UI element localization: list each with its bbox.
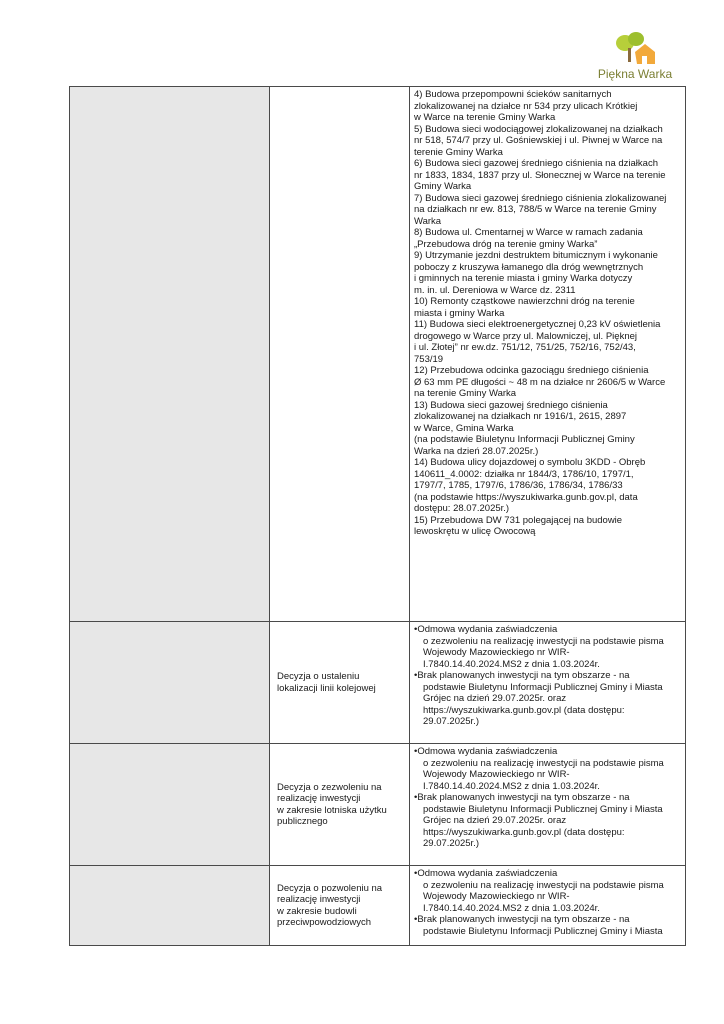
- bullet-icon: •: [414, 914, 418, 925]
- text-line: 6) Budowa sieci gazowej średniego ciśnienia na działkach: [414, 158, 658, 169]
- bullet-continuation: [414, 781, 682, 793]
- table-row: [70, 866, 686, 946]
- decision-content: [410, 866, 685, 937]
- bullet-icon: •: [414, 868, 418, 879]
- label-line: Decyzja o ustaleniu: [277, 671, 360, 682]
- label-line: publicznego: [277, 816, 328, 827]
- bullet-icon: •: [414, 670, 418, 681]
- shaded-cell: [70, 744, 270, 866]
- decision-label: [270, 671, 409, 694]
- content-cell: [410, 622, 686, 744]
- bullet-continuation: [414, 903, 682, 915]
- bullet-text: Odmowa wydania zaświadczenia: [417, 868, 558, 879]
- bullet-continuation: [414, 804, 682, 816]
- bullet-text: Brak planowanych inwestycji na tym obszarze - na: [417, 792, 630, 803]
- bullet-continuation: [414, 716, 682, 728]
- bullet-text: Grójec na dzień 29.07.2025r. oraz: [423, 815, 567, 826]
- decision-label: [270, 782, 409, 828]
- bullet-text: I.7840.14.40.2024.MS2 z dnia 1.03.2024r.: [423, 780, 600, 792]
- text-line: Gminy Warka: [414, 181, 472, 192]
- text-line: (na podstawie Biuletynu Informacji Publicznej Gminy: [414, 434, 635, 445]
- bullet-text: Wojewody Mazowieckiego nr WIR-: [423, 769, 570, 780]
- bullet-continuation: [414, 815, 682, 827]
- bullet-text: podstawie Biuletynu Informacji Publicznej Gminy i Miasta: [423, 681, 663, 693]
- table-row: [70, 87, 686, 622]
- text-line: 5) Budowa sieci wodociągowej zlokalizowanej na działkach: [414, 123, 663, 135]
- bullet-text: o zezwoleniu na realizację inwestycji na podstawie pisma: [423, 879, 664, 891]
- text-line: poboczy z kruszywa łamanego dla dróg wewnętrznych: [414, 261, 644, 273]
- text-line: m. in. ul. Dereniowa w Warce dz. 2311: [414, 284, 576, 296]
- bullet-continuation: [414, 659, 682, 671]
- shaded-cell: [70, 87, 270, 622]
- text-line: 1797/7, 1785, 1797/6, 1786/36, 1786/34, 1786/33: [414, 480, 623, 491]
- bullet-text: Odmowa wydania zaświadczenia: [417, 746, 558, 757]
- label-cell: [270, 87, 410, 622]
- bullet-item: [414, 670, 682, 682]
- text-line: nr 518, 574/7 przy ul. Gośniewskiej i ul. Piwnej w Warce na: [414, 135, 663, 146]
- text-line: i gminnych na terenie miasta i gminy Warka dotyczy: [414, 273, 633, 284]
- text-line: 7) Budowa sieci gazowej średniego ciśnienia zlokalizowanej: [414, 192, 667, 204]
- bullet-text: 29.07.2025r.): [423, 716, 479, 727]
- text-line: i ul. Złotej” nr ew.dz. 751/12, 751/25, 752/16, 752/43,: [414, 342, 636, 353]
- label-cell: [270, 622, 410, 744]
- bullet-text: Odmowa wydania zaświadczenia: [417, 624, 558, 635]
- info-table: [69, 86, 686, 946]
- bullet-continuation: [414, 647, 682, 659]
- text-line: nr 1833, 1834, 1837 przy ul. Słonecznej w Warce na terenie: [414, 169, 666, 181]
- text-line: Warka na dzień 28.07.2025r.): [414, 445, 539, 457]
- content-cell: [410, 87, 686, 622]
- bullet-text: https://wyszukiwarka.gunb.gov.pl (data dostępu:: [423, 704, 625, 716]
- label-line: w zakresie budowli: [277, 905, 357, 917]
- logo: [585, 30, 685, 82]
- text-line: 14) Budowa ulicy dojazdowej o symbolu 3KDD - Obręb: [414, 457, 646, 468]
- house-tree-logo-icon: [611, 30, 659, 70]
- label-line: lokalizacji linii kolejowej: [277, 682, 376, 694]
- shaded-cell: [70, 866, 270, 946]
- decision-content: [410, 622, 685, 728]
- text-line: Ø 63 mm PE długości ~ 48 m na działce nr 2606/5 w Warce: [414, 376, 666, 388]
- text-line: (na podstawie https://wyszukiwarka.gunb.gov.pl, data: [414, 491, 638, 503]
- label-line: Decyzja o pozwoleniu na: [277, 882, 383, 894]
- bullet-text: podstawie Biuletynu Informacji Publicznej Gminy i Miasta: [423, 925, 663, 937]
- label-line: w zakresie lotniska użytku: [277, 804, 387, 816]
- bullet-icon: •: [414, 746, 418, 757]
- bullet-continuation: [414, 758, 682, 770]
- decision-label: [270, 883, 409, 929]
- text-line: w Warce na terenie Gminy Warka: [414, 112, 556, 123]
- text-line: lewoskrętu w ulicę Owocową: [414, 526, 536, 537]
- investment-list: [410, 87, 685, 538]
- text-line: na działkach nr ew. 813, 788/5 w Warce na terenie Gminy: [414, 204, 657, 215]
- text-line: „Przebudowa dróg na terenie gminy Warka”: [414, 238, 598, 250]
- text-line: 10) Remonty cząstkowe nawierzchni dróg na terenie: [414, 296, 635, 307]
- bullet-continuation: [414, 705, 682, 717]
- bullet-continuation: [414, 636, 682, 648]
- text-line: 12) Przebudowa odcinka gazociągu średniego ciśnienia: [414, 365, 649, 376]
- bullet-continuation: [414, 838, 682, 850]
- text-line: zlokalizowanej na działkach nr 1916/1, 2615, 2897: [414, 411, 627, 422]
- bullet-icon: •: [414, 792, 418, 803]
- bullet-text: Brak planowanych inwestycji na tym obszarze - na: [417, 670, 630, 681]
- bullet-continuation: [414, 693, 682, 705]
- text-line: 753/19: [414, 353, 444, 365]
- bullet-continuation: [414, 926, 682, 938]
- bullet-continuation: [414, 682, 682, 694]
- bullet-text: o zezwoleniu na realizację inwestycji na podstawie pisma: [423, 635, 664, 647]
- text-line: terenie Gminy Warka: [414, 146, 503, 158]
- bullet-continuation: [414, 880, 682, 892]
- text-line: miasta i gminy Warka: [414, 307, 505, 319]
- bullet-text: I.7840.14.40.2024.MS2 z dnia 1.03.2024r.: [423, 902, 600, 914]
- shaded-cell: [70, 622, 270, 744]
- bullet-continuation: [414, 891, 682, 903]
- bullet-item: [414, 868, 682, 880]
- text-line: 4) Budowa przepompowni ścieków sanitarnych: [414, 89, 612, 100]
- label-cell: [270, 866, 410, 946]
- logo-text: Piękna Warka: [597, 67, 673, 81]
- text-line: w Warce, Gmina Warka: [414, 422, 514, 434]
- label-line: realizację inwestycji: [277, 894, 361, 905]
- bullet-text: Brak planowanych inwestycji na tym obszarze - na: [417, 914, 630, 925]
- bullet-text: Wojewody Mazowieckiego nr WIR-: [423, 891, 570, 902]
- bullet-text: I.7840.14.40.2024.MS2 z dnia 1.03.2024r.: [423, 658, 600, 670]
- text-line: drogowego w Warce przy ul. Malowniczej, ul. Pięknej: [414, 330, 637, 342]
- text-line: Warka: [414, 215, 442, 227]
- label-line: Decyzja o zezwoleniu na: [277, 781, 382, 793]
- bullet-text: https://wyszukiwarka.gunb.gov.pl (data dostępu:: [423, 826, 625, 838]
- label-cell: [270, 744, 410, 866]
- text-line: dostępu: 28.07.2025r.): [414, 503, 510, 514]
- bullet-text: o zezwoleniu na realizację inwestycji na podstawie pisma: [423, 757, 664, 769]
- content-cell: [410, 866, 686, 946]
- bullet-text: 29.07.2025r.): [423, 838, 479, 849]
- bullet-icon: •: [414, 624, 418, 635]
- bullet-continuation: [414, 827, 682, 839]
- table-row: [70, 622, 686, 744]
- text-line: zlokalizowanej na działce nr 534 przy ulicach Krótkiej: [414, 100, 638, 112]
- text-line: 140611_4.0002: działka nr 1844/3, 1786/10, 1797/1,: [414, 468, 634, 480]
- text-line: 9) Utrzymanie jezdni destruktem bitumicznym i wykonanie: [414, 250, 658, 261]
- text-line: 13) Budowa sieci gazowej średniego ciśnienia: [414, 399, 608, 411]
- bullet-item: [414, 914, 682, 926]
- bullet-item: [414, 746, 682, 758]
- decision-content: [410, 744, 685, 850]
- label-line: przeciwpowodziowych: [277, 917, 371, 928]
- bullet-text: Wojewody Mazowieckiego nr WIR-: [423, 647, 570, 658]
- content-cell: [410, 744, 686, 866]
- bullet-text: Grójec na dzień 29.07.2025r. oraz: [423, 693, 567, 704]
- text-line: 8) Budowa ul. Cmentarnej w Warce w ramach zadania: [414, 227, 643, 238]
- table-row: [70, 744, 686, 866]
- label-line: realizację inwestycji: [277, 793, 361, 804]
- text-line: 15) Przebudowa DW 731 polegającej na budowie: [414, 514, 623, 526]
- text-line: 11) Budowa sieci elektroenergetycznej 0,23 kV oświetlenia: [414, 319, 661, 330]
- bullet-text: podstawie Biuletynu Informacji Publicznej Gminy i Miasta: [423, 803, 663, 815]
- text-line: na terenie Gminy Warka: [414, 388, 517, 399]
- bullet-item: [414, 792, 682, 804]
- bullet-continuation: [414, 769, 682, 781]
- bullet-item: [414, 624, 682, 636]
